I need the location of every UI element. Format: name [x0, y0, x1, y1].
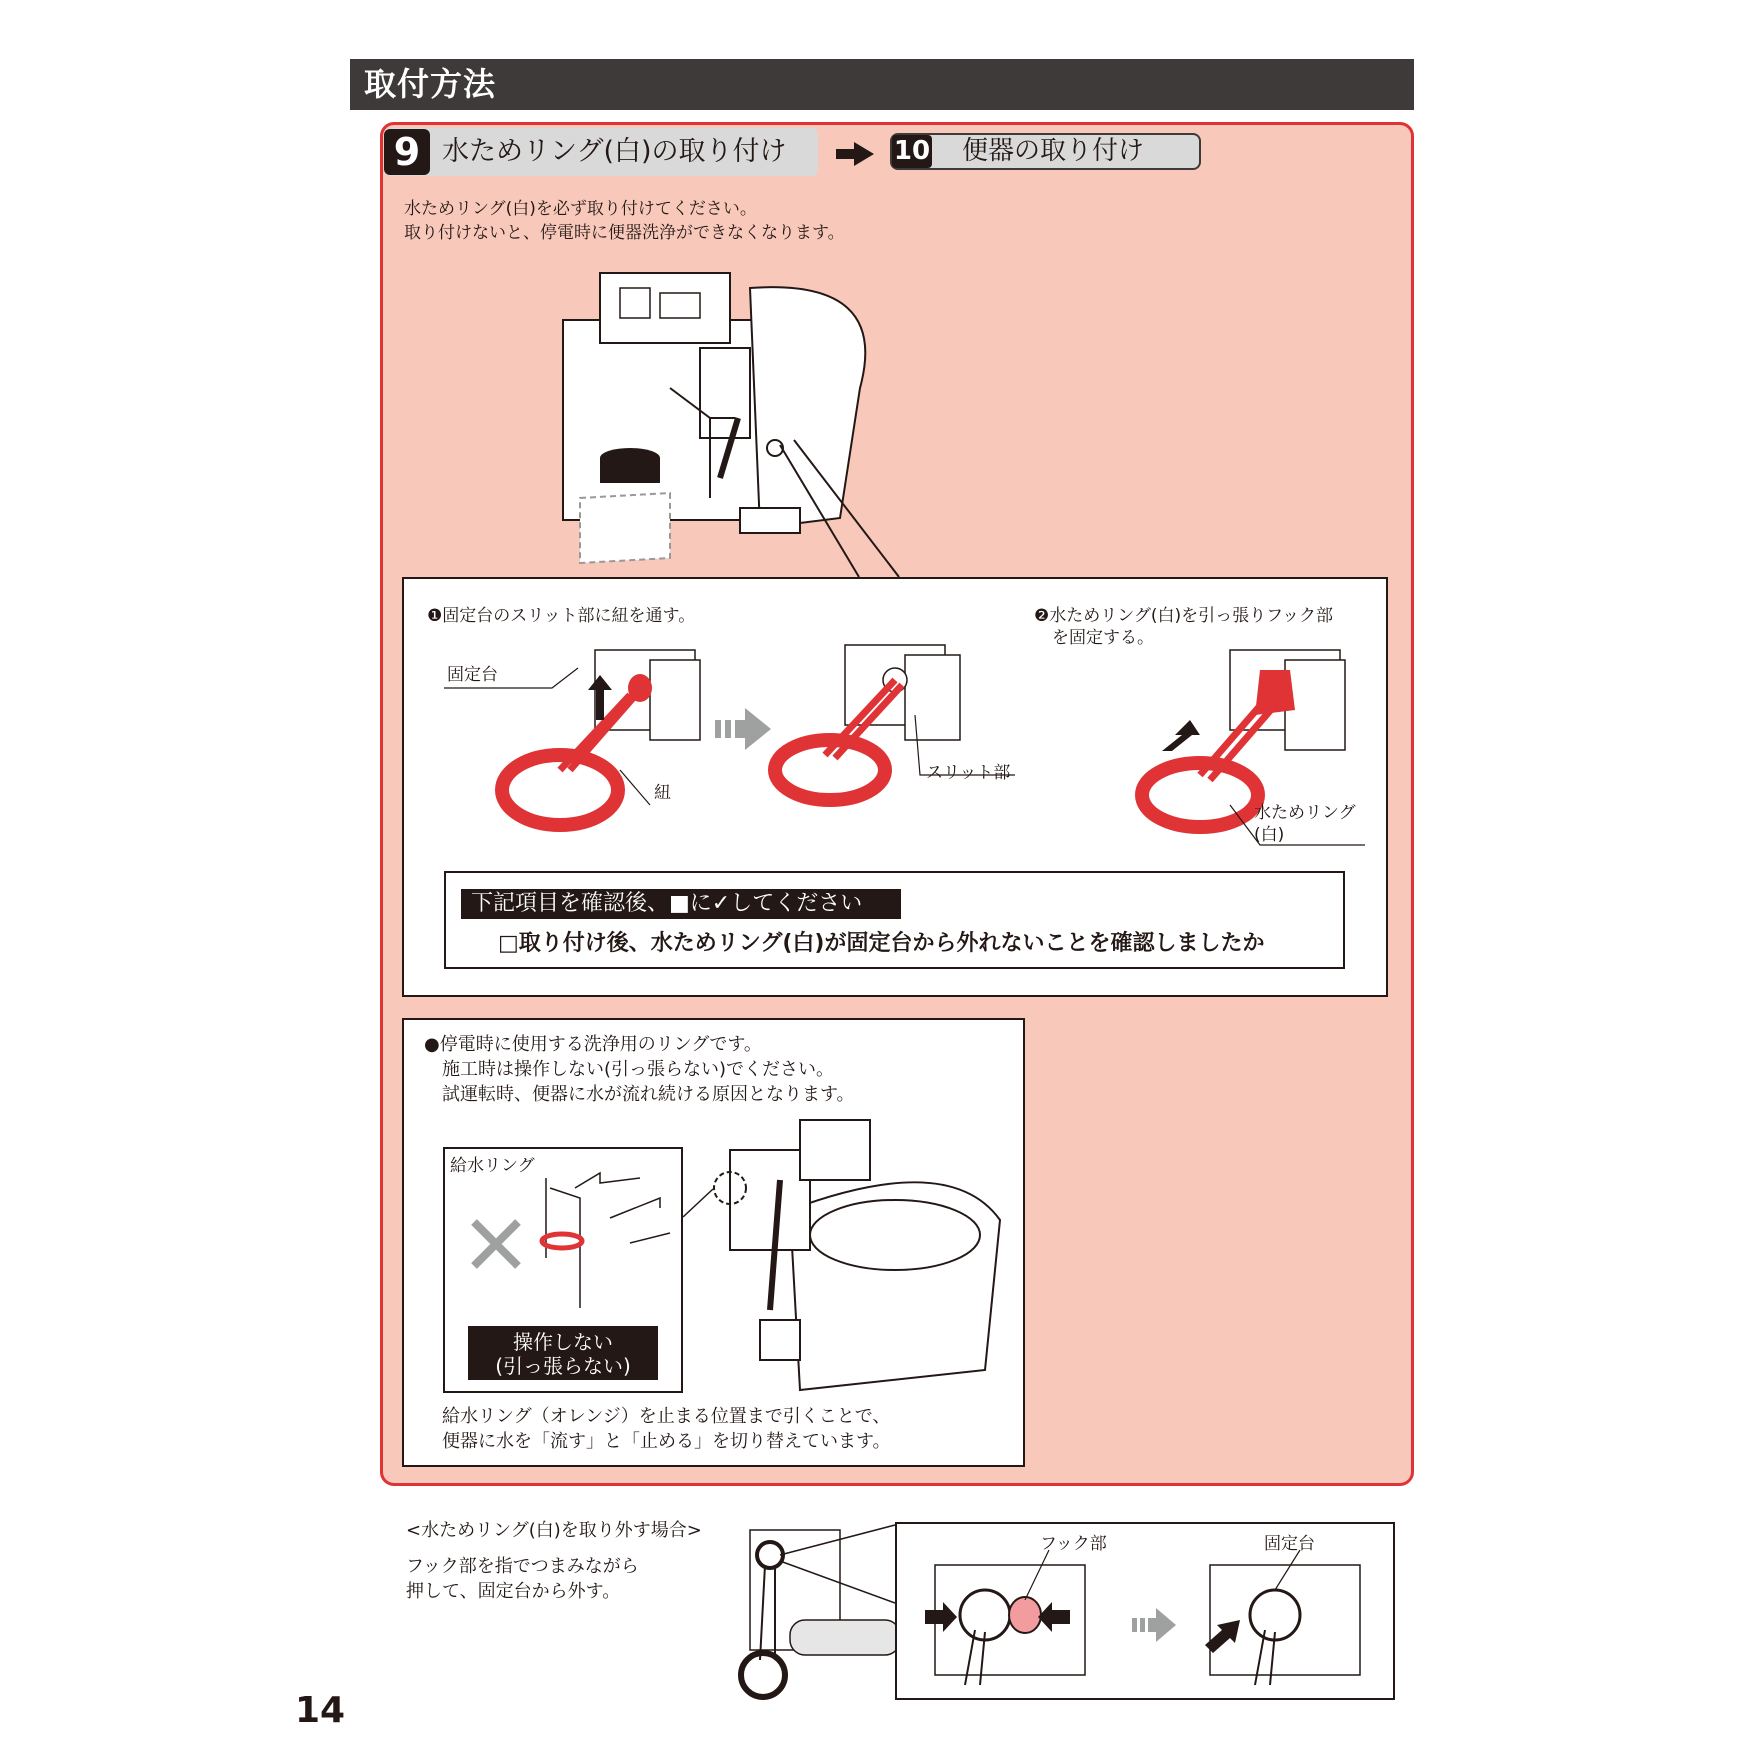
dont-operate-badge: [468, 1326, 658, 1380]
removal-step1-illustration: [925, 1550, 1105, 1690]
removal-next-arrow-icon: [1132, 1608, 1176, 1642]
caution-footer-line: 便器に水を「流す」と「止める」を切り替えています。: [442, 1431, 891, 1452]
checklist-header: 下記項目を確認後、■に✓してください: [461, 889, 901, 919]
step-number: 9: [384, 129, 430, 175]
dont-operate-line: 操作しない: [513, 1330, 613, 1354]
next-step-title: 便器の取り付け: [962, 136, 1145, 166]
caution-line: 試運転時、便器に水が流れ続ける原因となります。: [442, 1084, 855, 1105]
removal-line: フック部を指でつまみながら: [406, 1556, 639, 1577]
intro-line: 水ためリング(白)を必ず取り付けてください。: [404, 199, 757, 219]
ring-label: [1254, 802, 1356, 846]
removal-title: <水ためリング(白)を取り外す場合>: [406, 1520, 702, 1541]
ring-label-line: (白): [1254, 825, 1285, 845]
caution-line: 施工時は操作しない(引っ張らない)でください。: [442, 1059, 835, 1080]
toilet-side-illustration: [700, 1110, 1010, 1400]
arrow-right-icon: [836, 142, 874, 166]
caution-text: [424, 1032, 855, 1107]
caution-footer-line: 給水リング（オレンジ）を止まる位置まで引くことで、: [442, 1406, 891, 1427]
zoom-connector: [683, 1187, 723, 1247]
removal-step2-illustration: [1200, 1550, 1380, 1690]
ring-step1b-illustration: [770, 640, 990, 810]
ring-step1-illustration: [500, 640, 720, 840]
next-step-number: 10: [893, 136, 931, 166]
removal-fixing-label: 固定台: [1264, 1534, 1315, 1554]
removal-text: [406, 1554, 639, 1604]
caution-footer: [442, 1404, 891, 1454]
detail-step2-line: を固定する。: [1052, 628, 1154, 648]
dont-operate-line: (引っ張らない): [495, 1354, 631, 1378]
next-arrow-icon: [715, 708, 771, 750]
removal-zoom-line: [780, 1525, 900, 1605]
step-title: 水ためリング(白)の取り付け: [442, 136, 787, 167]
intro-line: 取り付けないと、停電時に便器洗浄ができなくなります。: [404, 223, 845, 243]
removal-line: 押して、固定台から外す。: [406, 1581, 621, 1602]
string-label: 紐: [654, 783, 671, 803]
checklist-item[interactable]: □取り付け後、水ためリング(白)が固定台から外れないことを確認しましたか: [498, 931, 1265, 956]
detail-step2-text: [1034, 605, 1333, 649]
slit-label: スリット部: [926, 763, 1011, 783]
cross-icon: [470, 1218, 522, 1270]
section-header: 取付方法: [350, 59, 1414, 110]
supply-ring-illustration: [530, 1178, 680, 1318]
supply-ring-label: 給水リング: [450, 1156, 535, 1176]
caution-line: ●停電時に使用する洗浄用のリングです。: [424, 1034, 762, 1055]
zoom-lines: [780, 440, 900, 580]
intro-text: [404, 197, 845, 245]
page-number: 14: [295, 1690, 346, 1731]
fixing-base-label: 固定台: [447, 665, 498, 685]
hook-label: フック部: [1040, 1534, 1107, 1554]
detail-step1-text: ❶固定台のスリット部に紐を通す。: [427, 606, 696, 626]
ring-label-line: 水ためリング: [1254, 803, 1356, 823]
detail-step2-line: ❷水ためリング(白)を引っ張りフック部: [1034, 606, 1333, 626]
